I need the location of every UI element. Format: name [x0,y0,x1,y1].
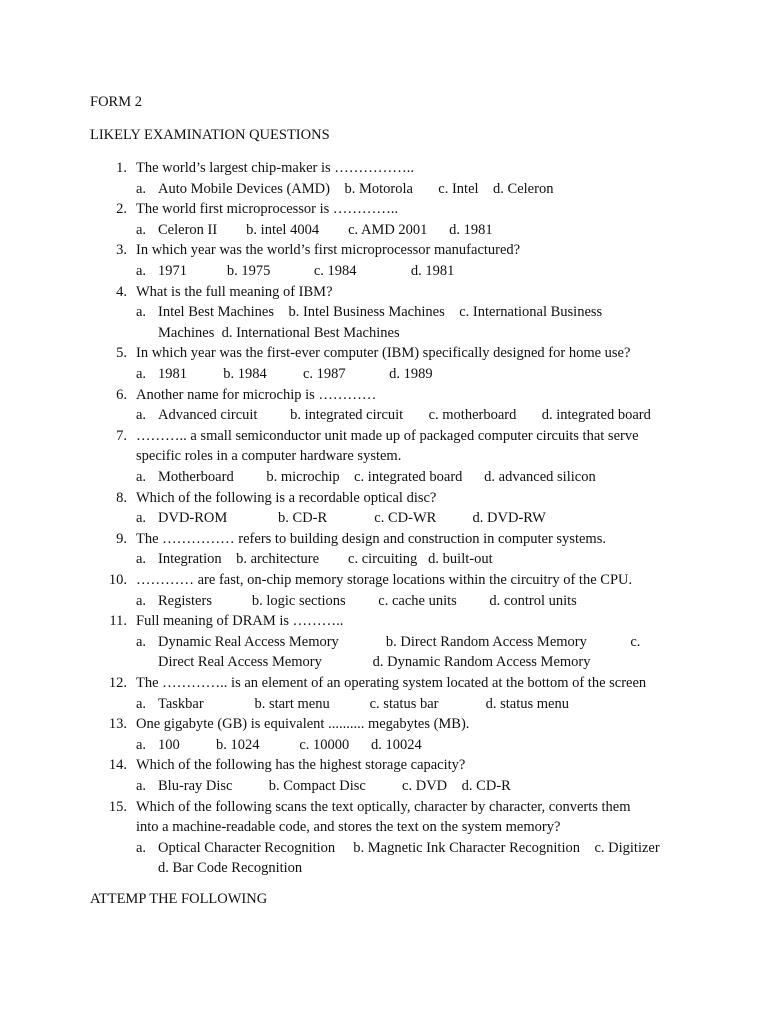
question-item [0,714,768,735]
question-number: 2. [116,201,127,218]
option-letter: a. [136,510,147,527]
option-letter: a. [136,263,147,279]
question-text-line: specific roles in a computer hardware system. [136,448,402,465]
question-text: Which of the following scans the text optically, character by character, converts them [136,798,631,815]
question-number: 1. [116,160,127,176]
question-item [0,611,768,632]
option-letter: a. [136,551,147,568]
option-letter: a. [136,695,147,712]
options-text: Integration b. architecture c. circuiting d. built-out [158,551,493,568]
options-text-line: d. Bar Code Recognition [158,860,303,877]
question-text: ………… are fast, on-chip memory storage locations within the circuitry of the CPU. [136,572,633,588]
option-letter: a. [136,592,147,609]
question-text: In which year was the world’s first microprocessor manufactured? [136,242,521,259]
options-text: Auto Mobile Devices (AMD) b. Motorola c. Intel d. Celeron [158,180,554,197]
option-letter: a. [136,469,147,485]
options-text: Blu-ray Disc b. Compact Disc c. DVD d. CD-R [158,778,511,794]
question-text: Which of the following has the highest storage capacity? [136,757,466,774]
option-letter: a. [136,736,147,753]
question-number: 7. [116,427,127,444]
section-title: ATTEMP THE FOLLOWING [90,891,268,907]
options-text: Taskbar b. start menu c. status bar d. status menu [158,695,569,712]
question-text: One gigabyte (GB) is equivalent .......... megabytes (MB). [136,716,470,733]
question-item [0,199,768,220]
question-number: 6. [116,386,127,403]
question-text: Full meaning of DRAM is ……….. [136,613,344,630]
form-label: FORM 2 [90,94,142,110]
question-text-line: into a machine-readable code, and stores the text on the system memory? [136,819,561,836]
options-text-line: Direct Real Access Memory d. Dynamic Random Access Memory [158,654,591,671]
page-title: LIKELY EXAMINATION QUESTIONS [90,127,330,143]
question-text: Which of the following is a recordable optical disc? [136,489,437,506]
options-text: 1971 b. 1975 c. 1984 d. 1981 [158,263,455,279]
question-item [0,797,768,818]
options-text: Dynamic Real Access Memory b. Direct Random Access Memory c. [158,633,641,650]
option-letter: a. [136,633,147,650]
options-text: DVD-ROM b. CD-R c. CD-WR d. DVD-RW [158,510,546,527]
question-text: ……….. a small semiconductor unit made up of packaged computer circuits that serve [136,427,639,444]
question-text: The ………….. is an element of an operating system located at the bottom of the screen [136,675,647,691]
question-text: Another name for microchip is ………… [136,386,377,403]
options-text: Registers b. logic sections c. cache units d. control units [158,592,577,609]
question-number: 4. [116,283,127,300]
question-item [0,158,768,179]
question-text: The world first microprocessor is ………….. [136,201,399,218]
question-item [0,673,768,694]
options-text: 100 b. 1024 c. 10000 d. 10024 [158,736,422,753]
question-text: The world’s largest chip-maker is …………….. [136,160,414,176]
options-text: Intel Best Machines b. Intel Business Machines c. International Business [158,304,603,321]
question-text: In which year was the first-ever computer (IBM) specifically designed for home use? [136,345,631,362]
question-number: 8. [116,489,127,506]
options-text: Advanced circuit b. integrated circuit c. motherboard d. integrated board [158,407,651,424]
options-text: Motherboard b. microchip c. integrated board d. advanced silicon [158,469,596,485]
question-number: 9. [116,530,127,547]
option-letter: a. [136,366,147,382]
option-letter: a. [136,839,147,856]
options-text: 1981 b. 1984 c. 1987 d. 1989 [158,366,433,382]
question-item [0,529,768,550]
options-text: Celeron II b. intel 4004 c. AMD 2001 d. 1981 [158,221,493,238]
question-number: 11. [109,613,127,630]
question-item [0,240,768,261]
option-letter: a. [136,778,147,794]
question-number: 15. [108,798,127,815]
question-item [0,570,768,591]
question-text: The …………… refers to building design and construction in computer systems. [136,530,606,547]
question-number: 14. [108,757,127,774]
question-item [0,755,768,776]
option-letter: a. [136,304,147,321]
option-letter: a. [136,180,147,197]
options-text: Optical Character Recognition b. Magnetic Ink Character Recognition c. Digitizer [158,839,660,856]
options-text-line: Machines d. International Best Machines [158,324,400,341]
question-number: 12. [108,675,127,691]
option-letter: a. [136,407,147,424]
question-item [0,282,768,303]
question-number: 3. [116,242,127,259]
question-number: 5. [116,345,127,362]
question-number: 10. [108,572,127,588]
question-item [0,343,768,364]
question-item [0,426,768,447]
question-item [0,385,768,406]
question-text: What is the full meaning of IBM? [136,283,333,300]
option-letter: a. [136,221,147,238]
question-item [0,488,768,509]
question-number: 13. [108,716,127,733]
